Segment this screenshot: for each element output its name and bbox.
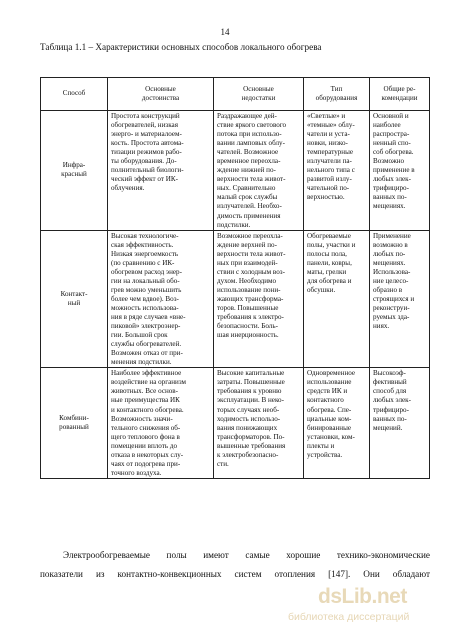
body-paragraph-line-1: Электрообогреваемые полы имеют самые хорошие технико-экономические (63, 550, 430, 560)
cell-text-line: «Светлые» и (307, 112, 346, 120)
cell-text-line: Инфра- (62, 161, 86, 170)
cell-text-line: Использова- (373, 267, 411, 276)
cell-text-line: ние целесо- (373, 276, 409, 285)
header-cell (108, 78, 214, 111)
cell-text-line: Тип (330, 84, 343, 93)
page-number: 14 (220, 27, 230, 37)
cell-text-line: мещений. (373, 423, 403, 432)
cell-text-line: Возможен отказ от при- (111, 349, 183, 358)
cell-text-line: рованный (59, 423, 89, 432)
cell-text-line: отказа в некоторых слу- (111, 450, 184, 459)
watermark-subtitle: библиотека диссертаций (288, 611, 410, 623)
cell-text-line: «темные» облу- (307, 121, 355, 130)
cell-text-line: строящихся и (373, 294, 415, 303)
cell-text-line: трифициро- (373, 184, 409, 193)
table-cell (108, 230, 214, 368)
cell-text-line: верхностью. (307, 193, 345, 202)
cell-text-line: использование (307, 378, 352, 387)
cell-text-line: ненный спо- (373, 139, 411, 148)
cell-text-line: Применение (373, 231, 411, 240)
cell-text-line: реконструи- (373, 303, 410, 312)
header-cell (214, 78, 304, 111)
cell-text-line: верхности тела живот- (217, 249, 286, 258)
cell-text-line: любых по- (373, 249, 406, 258)
cell-text-line: для обогрева и (307, 276, 352, 285)
cell-text-line: обсушки. (307, 285, 336, 294)
cell-text-line: бинированные (307, 423, 352, 432)
cell-text-line: требования к электро- (217, 313, 284, 322)
cell-text-line: достоинства (141, 94, 180, 102)
cell-text-line: любых элек- (373, 396, 411, 405)
cell-text-line: менения подстилки. (111, 358, 172, 367)
cell-text-line: оборудования (315, 94, 358, 102)
cell-text-line: ты оборудования. До- (111, 157, 177, 166)
cell-text-line: наиболее (373, 121, 401, 130)
cell-text-line: эксплуатации. В неко- (217, 396, 284, 405)
header-cell (370, 78, 430, 111)
cell-text-line: потока при использо- (217, 130, 282, 139)
cell-text-line: Наиболее эффективное (111, 369, 182, 378)
cell-text-line: средств ИК и (307, 387, 348, 396)
cell-text-line: к электробезопасно- (217, 450, 279, 459)
cell-text-line: полы, участки и (307, 240, 356, 249)
cell-text-line: кость. Простота автома- (111, 139, 184, 148)
cell-text-line: чатели и уста- (307, 130, 350, 139)
cell-text-line: Возможно (373, 157, 405, 166)
cell-text-line: торых случаях необ- (217, 405, 280, 414)
cell-text-line: образно в (373, 285, 403, 294)
table-cell (214, 368, 304, 479)
cell-text-line: красный (61, 170, 87, 179)
cell-text-line: полосы пола, (307, 249, 347, 258)
table-row (41, 368, 430, 479)
cell-text-line: Контакт- (60, 289, 88, 298)
cell-text-line: ждение верхней по- (217, 240, 277, 249)
cell-text-line: более чем вдвое). Воз- (111, 294, 179, 303)
cell-text-line: требования к уровню (217, 387, 282, 396)
cell-text-line: маты, грелки (307, 267, 347, 276)
cell-text-line: гии. Большой срок (111, 331, 168, 340)
table-header-row (41, 78, 430, 111)
cell-text-line: малый срок службы (217, 193, 278, 202)
cell-text-line: сти. (217, 459, 229, 468)
cell-text-line: ждение нижней по- (217, 166, 276, 175)
cell-text-line: точного воздуха. (111, 468, 162, 477)
cell-text-line: любых элек- (373, 175, 411, 184)
table-cell (370, 111, 430, 231)
cell-text-line: Высокая технологиче- (111, 231, 179, 240)
cell-text-line: ных при взаимодей- (217, 258, 278, 267)
cell-text-line: гии на локальный обо- (111, 276, 180, 285)
cell-text-line: чательной по- (307, 184, 350, 193)
cell-text-line: новки, низко- (307, 139, 348, 148)
cell-text-line: безопасности. Боль- (217, 322, 278, 331)
cell-text-line: ствие яркого светового (217, 121, 287, 130)
cell-text-line: обогревом расход энер- (111, 267, 182, 276)
cell-text-line: Возможное переохла- (217, 231, 283, 240)
cell-text-line: возможно в (373, 240, 408, 249)
cell-text-line: верхности тела живот- (217, 175, 286, 184)
method-cell (41, 111, 108, 231)
cell-text-line: Основной и (373, 112, 409, 120)
cell-text-line: ные преимущества ИК (111, 396, 180, 405)
cell-text-line: излучателей. Необхо- (217, 202, 282, 211)
body-paragraph-line-2: показатели из контактно-конвекционных систем отопления [147]. Они обладают (40, 569, 430, 579)
cell-text-line: ванных по- (373, 414, 407, 423)
cell-text-line: ствии с холодным воз- (217, 267, 285, 276)
cell-text-line: ская эффективность. (111, 240, 174, 249)
cell-text-line: животных. Все основ- (111, 387, 179, 396)
cell-text-line: шая инерционность. (217, 331, 279, 340)
table-caption: Таблица 1.1 – Характеристики основных способов локального обогрева (40, 42, 322, 52)
table-cell (108, 111, 214, 231)
cell-text-line: тизации режимов рабо- (111, 148, 182, 157)
cell-text-line: Высокоэф- (373, 369, 406, 378)
cell-text-line: Общие ре- (383, 84, 416, 93)
cell-text-line: способ для (373, 387, 407, 396)
cell-text-line: Раздражающее дей- (217, 112, 277, 120)
cell-text-line: контактного (307, 396, 344, 405)
cell-text-line: чателей. Возможное (217, 148, 279, 157)
table-row (41, 230, 430, 368)
cell-text-line: ных. Сравнительно (217, 184, 276, 193)
cell-text-line: Низкая энергоемкость (111, 249, 179, 258)
cell-text-line: временное переохла- (217, 157, 281, 166)
cell-text-line: затраты. Повышенные (217, 378, 285, 387)
cell-text-line: Комбини- (59, 414, 89, 423)
cell-text-line: ванных по- (373, 193, 407, 202)
table-cell (214, 111, 304, 231)
cell-text-line: установки, ком- (307, 432, 355, 441)
cell-text-line: плекты и (307, 441, 335, 450)
cell-text-line: подстилки. (217, 220, 251, 229)
cell-text-line: полнительный биологи- (111, 166, 184, 175)
cell-text-line: энерго- и материалоем- (111, 130, 182, 139)
table-cell (108, 368, 214, 479)
cell-text-line: облучения. (111, 184, 145, 193)
table-cell (370, 368, 430, 479)
cell-text-line: нельного типа с (307, 166, 355, 175)
cell-text-line: температурные (307, 148, 354, 157)
cell-text-line: Способ (62, 89, 86, 98)
cell-text-line: Простота конструкций (111, 112, 180, 120)
cell-text-line: пиковой» электроэнер- (111, 322, 181, 331)
table-cell (370, 230, 430, 368)
characteristics-table (40, 77, 430, 479)
cell-text-line: можность использова- (111, 303, 179, 312)
cell-text-line: Основные (145, 84, 176, 93)
cell-text-line: грев можно уменьшить (111, 285, 182, 294)
cell-text-line: руемых зда- (373, 313, 410, 322)
cell-text-line: мещениях. (373, 258, 406, 267)
cell-text-line: торов. Повышенные (217, 303, 279, 312)
cell-text-line: вышенные требования (217, 441, 286, 450)
cell-text-line: излучатели па- (307, 157, 352, 166)
cell-text-line: мещениях. (373, 202, 406, 211)
cell-text-line: соб обогрева. (373, 148, 414, 157)
cell-text-line: воздействие на организм (111, 378, 187, 387)
cell-text-line: помещении вплоть до (111, 441, 178, 450)
cell-text-line: чаях от подогрева при- (111, 459, 181, 468)
cell-text-line: ния в ряде случаев «вне- (111, 313, 186, 322)
cell-text-line: трансформаторов. По- (217, 432, 285, 441)
table-cell (304, 230, 370, 368)
cell-text-line: тельного снижения об- (111, 423, 181, 432)
table-row (41, 111, 430, 231)
cell-text-line: ный (67, 298, 81, 307)
cell-text-line: жающих трансформа- (217, 294, 284, 303)
cell-text-line: ходимость использо- (217, 414, 281, 423)
watermark-logo: dsLib.net (318, 585, 407, 608)
cell-text-line: Обогреваемые (307, 231, 351, 240)
method-cell (41, 230, 108, 368)
cell-text-line: щего теплового фона в (111, 432, 180, 441)
cell-text-line: фективный (373, 378, 407, 387)
cell-text-line: службы обогревателей. (111, 340, 182, 349)
cell-text-line: обогрева. Спе- (307, 405, 352, 414)
cell-text-line: духом. Необходимо (217, 276, 277, 285)
cell-text-line: распростра- (373, 130, 410, 139)
cell-text-line: недостатки (241, 94, 276, 102)
cell-text-line: ниях. (373, 322, 390, 331)
cell-text-line: Высокие капитальные (217, 369, 285, 378)
cell-text-line: Одновременное (307, 369, 356, 378)
header-cell (41, 78, 108, 111)
cell-text-line: циальные ком- (307, 414, 352, 423)
watermark (288, 582, 446, 632)
cell-text-line: вании ламповых облу- (217, 139, 285, 148)
cell-text-line: развитой излу- (307, 175, 352, 184)
cell-text-line: Возможность значи- (111, 414, 173, 423)
cell-text-line: Основные (243, 84, 274, 93)
cell-text-line: обогревателей, низкая (111, 121, 178, 130)
cell-text-line: использование пони- (217, 285, 281, 294)
cell-text-line: применение в (373, 166, 415, 175)
cell-text-line: ческий эффект от ИК- (111, 175, 178, 184)
cell-text-line: панели, ковры, (307, 258, 352, 267)
cell-text-line: устройства. (307, 450, 343, 459)
cell-text-line: трифициро- (373, 405, 409, 414)
cell-text-line: (по сравнению с ИК- (111, 258, 175, 267)
method-cell (41, 368, 108, 479)
table-cell (304, 368, 370, 479)
cell-text-line: вания понижающих (217, 423, 278, 432)
table-cell (214, 230, 304, 368)
cell-text-line: димость применения (217, 211, 281, 220)
cell-text-line: и контактного обогрева. (111, 405, 184, 414)
cell-text-line: комендации (381, 94, 418, 102)
table-cell (304, 111, 370, 231)
header-cell (304, 78, 370, 111)
